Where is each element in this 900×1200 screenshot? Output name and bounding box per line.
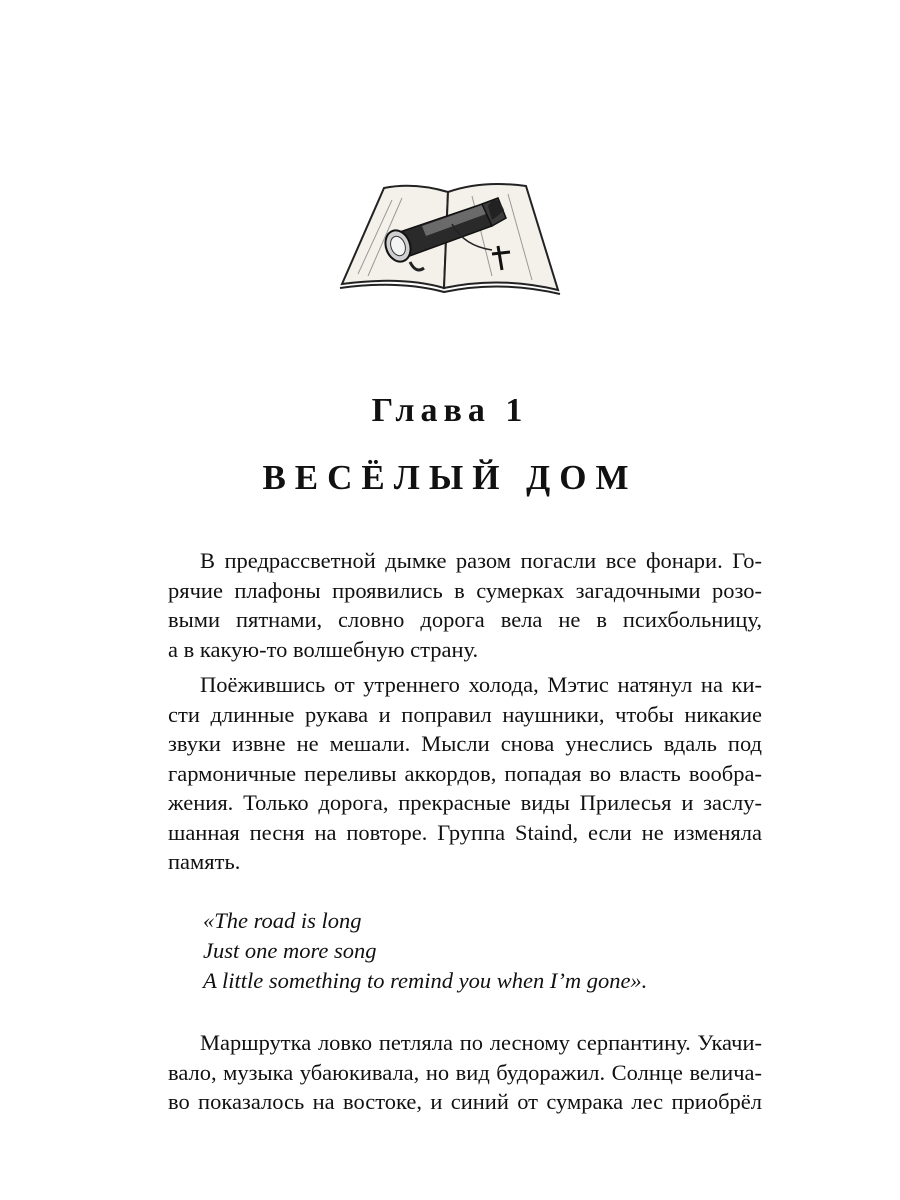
text-line: В предрассветной дымке разом погасли все фонари. Го- [200,548,762,573]
text-line: рячие плафоны проявились в сумерках загадочными розо- [168,577,762,603]
text-line: выми пятнами, словно дорога вела не в психбольницу, [168,607,762,632]
text-line: звуки извне не мешали. Мысли снова унеслись вдаль под [168,731,762,756]
paragraph [168,1028,762,1117]
text-line: Маршрутка ловко петляла по лесному серпантину. Укачи- [200,1030,762,1055]
text-line: шанная песня на повторе. Группа Staind, если не изменяла [168,819,762,845]
text-line: гармоничные переливы аккордов, попадая во власть вообра- [168,760,762,786]
chapter-title: ВЕСЁЛЫЙ ДОМ [262,458,638,497]
lyric-line: «The road is long [203,908,362,933]
lyric-line: A little something to remind you when I’m gone». [203,968,648,993]
text-line: во показалось на востоке, и синий от сумрака лес приобрёл [168,1089,762,1114]
text-line: память. [168,849,241,874]
chapter-number: Глава 1 [371,392,529,429]
open-book-with-flashlight-icon [332,176,564,300]
text-line: Поёжившись от утреннего холода, Мэтис натянул на ки- [200,672,762,697]
text-line: вало, музыка убаюкивала, но вид будоражил. Солнце велича- [168,1059,762,1085]
paragraph [168,546,762,664]
song-lyrics-quote [203,906,763,996]
paragraph [168,670,762,877]
text-line: сти длинные рукава и поправил наушники, чтобы никакие [168,701,762,727]
text-line: а в какую-то волшебную страну. [168,636,479,662]
text-line: жения. Только дорога, прекрасные виды Прилесья и заслу- [168,790,762,815]
chapter-illustration [332,176,564,300]
lyric-line: Just one more song [203,938,377,963]
